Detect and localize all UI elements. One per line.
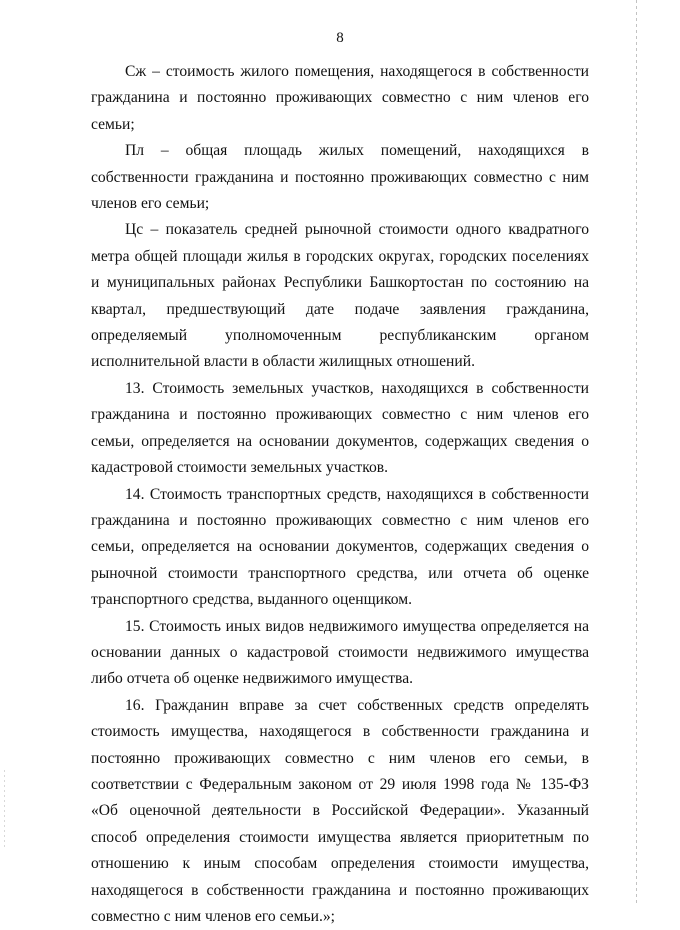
- scan-edge-left: [4, 770, 5, 850]
- paragraph-14: 14. Стоимость транспортных средств, находящихся в собственности гражданина и постоянно проживающих совместно с ним членов его семьи, определяется на основании документов, содержащих сведения о рыночной стоимости транспортного средства, или отчета об оценке транспортного средства, выданного оценщиком.: [91, 485, 589, 609]
- scan-edge-right: [636, 0, 637, 905]
- document-body: [91, 59, 589, 930]
- paragraph-15: 15. Стоимость иных видов недвижимого имущества определяется на основании данных о кадастровой стоимости недвижимого имущества либо отчета об оценке недвижимого имущества.: [91, 617, 589, 688]
- paragraph-13: 13. Стоимость земельных участков, находящихся в собственности гражданина и постоянно проживающих совместно с ним членов его семьи, определяется на основании документов, содержащих сведения о кадастровой стоимости земельных участков.: [91, 379, 589, 477]
- paragraph-16: 16. Гражданин вправе за счет собственных средств определять стоимость имущества, находящегося в собственности гражданина и постоянно проживающих совместно с ним членов его семьи, в соответствии с Федеральным законом от 29 июля 1998 года № 135-ФЗ «Об оценочной деятельности в Российской Федерации». Указанный способ определения стоимости имущества является приоритетным по отношению к иным способам определения стоимости имущества, находящегося в собственности гражданина и постоянно проживающих совместно с ним членов его семьи.»;: [91, 696, 589, 925]
- paragraph-pl-definition: Пл – общая площадь жилых помещений, находящихся в собственности гражданина и постоянно проживающих совместно с ним членов его семьи;: [91, 142, 589, 213]
- paragraph-ts-definition: Цс – показатель средней рыночной стоимости одного квадратного метра общей площади жилья в городских округах, городских поселениях и муниципальных районах Республики Башкортостан по состоянию на квартал, предшествующий дате подаче заявления гражданина, определяемый уполномоченным республиканским органом исполнительной власти в области жилищных отношений.: [91, 221, 589, 371]
- page-number: 8: [336, 30, 344, 46]
- paragraph-szh-definition: Сж – стоимость жилого помещения, находящегося в собственности гражданина и постоянно проживающих совместно с ним членов его семьи;: [91, 63, 589, 133]
